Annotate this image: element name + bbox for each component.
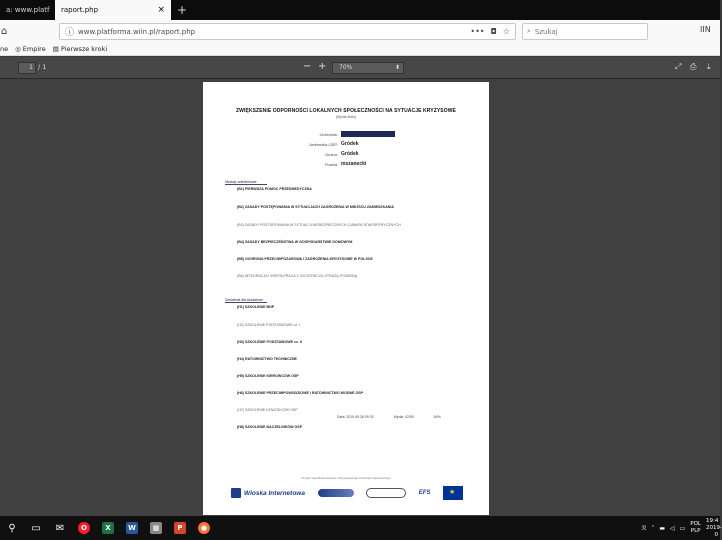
list-item: (H5) SZKOLENIE KIEROWCÓW OSP (237, 374, 299, 378)
bookmarks-bar (0, 43, 720, 56)
url-bar[interactable] (59, 23, 516, 40)
print-icon[interactable]: ⎙ (690, 62, 697, 71)
taskbar (0, 516, 720, 540)
network-icon[interactable]: ▬ (659, 524, 665, 532)
field-commune: Gmina: Gródek (325, 151, 359, 157)
search-input[interactable] (522, 23, 648, 40)
tab-platforma[interactable] (0, 0, 55, 20)
clock[interactable]: 19:4 2019-0 (706, 517, 722, 538)
firefox-icon[interactable]: ● (192, 516, 216, 540)
pdf-toolbar (0, 57, 720, 79)
footer-note: Projekt współfinansowany z Europejskiego Funduszu Społecznego (301, 476, 391, 480)
list-item: (B4) ZASADY BEZPIECZEŃSTWA W GOSPODARSTWIE DOMOWYM (237, 240, 353, 244)
tab-label: a: www.platf (6, 6, 50, 14)
list-item: (H2) SZKOLENIE PODSTAWOWE cz. I (237, 323, 301, 327)
partner-logo (366, 488, 406, 498)
field-unit: Jednostka OSP: Gródek (309, 141, 359, 147)
list-item: (H7) SZKOLENIE DOWÓDCÓW OSP (237, 408, 298, 412)
language-indicator[interactable]: POL PLP (690, 521, 701, 534)
document-subtitle: (Wynik testu) (335, 115, 357, 119)
search-placeholder: Szukaj (534, 27, 558, 36)
globe-icon: ◎ (15, 45, 21, 53)
partner-logo (318, 489, 354, 497)
chevron-up-icon[interactable]: ˄ (651, 524, 655, 532)
bookmark-item-empire[interactable]: ◎ Empire (15, 45, 46, 53)
list-item: (H8) SZKOLENIE NACZELNIKÓW OSP (237, 425, 303, 429)
presentation-icon[interactable]: ⤢ (675, 62, 682, 71)
opera-icon[interactable]: O (72, 516, 96, 540)
result-score: Wynik: 42/50 (393, 415, 414, 419)
page-number-input[interactable]: 1 (18, 62, 36, 74)
wioska-logo: Wioska Internetowa (231, 488, 305, 498)
system-tray (642, 516, 720, 540)
folder-icon: ▤ (52, 45, 59, 53)
download-icon[interactable]: ⤓ (707, 62, 711, 71)
chevron-down-icon: ⬍ (394, 64, 400, 71)
info-icon[interactable]: ⓘ (65, 28, 75, 38)
pdf-app-icon[interactable]: P (168, 516, 192, 540)
person-icon[interactable]: ℛ (641, 524, 647, 532)
mail-icon[interactable]: ✉ (55, 522, 65, 534)
list-item: (B3) ZASADY POSTĘPOWANIA W SYTUACJI NIEBEZPIECZNYCH ZJAWISK ATMOSFERYCZNYCH (237, 223, 401, 227)
task-view-icon[interactable]: ▭ (31, 522, 41, 534)
url-text[interactable]: www.platforma.wiin.pl/raport.php (78, 27, 196, 36)
excel-icon[interactable]: X (96, 516, 120, 540)
new-tab-button[interactable]: + (177, 3, 188, 17)
section-heading: Szkolenia dla strażaków: (225, 298, 267, 303)
efs-logo: EFS (418, 490, 431, 496)
list-item: (B2) ZASADY POSTĘPOWANIA W SYTUACJACH ZAGROŻENIA W MIEJSCU ZAMIESZKANIA (237, 205, 394, 209)
section-heading: Moduły szkoleniowe: (225, 180, 267, 185)
result-stats (337, 415, 441, 419)
pdf-page (203, 82, 489, 515)
library-label[interactable]: IIN (700, 25, 711, 34)
more-icon[interactable]: ••• (470, 27, 485, 36)
field-participant: Uczestnik: (283, 131, 413, 137)
nav-bar (0, 20, 720, 43)
zoom-in-button[interactable]: + (318, 61, 327, 72)
list-item: (H3) SZKOLENIE PODSTAWOWE cz. II (237, 340, 302, 344)
document-title: ZWIĘKSZENIE ODPORNOŚCI LOKALNYCH SPOŁECZNOŚCI NA SYTUACJE KRYZYSOWE (236, 108, 456, 114)
tab-bar (0, 0, 720, 20)
search-icon[interactable]: ⚲ (8, 522, 16, 534)
bookmark-item-first-steps[interactable]: ▤ Pierwsze kroki (52, 45, 108, 53)
list-item: (H1) SZKOLENIE BHP (237, 305, 275, 309)
zoom-out-button[interactable]: − (303, 61, 312, 72)
pocket-icon[interactable]: ◘ (490, 27, 497, 36)
page-count: / 1 (38, 63, 47, 71)
field-district: Powiat: mszanecki (324, 161, 367, 167)
files-icon[interactable]: ▦ (144, 516, 168, 540)
zoom-select[interactable]: 70% ⬍ (332, 62, 404, 74)
result-percent: 84% (433, 415, 441, 419)
list-item: (B6) INTEGRACJA I WSPÓŁPRACA Z OCHOTNICZĄ STRAŻĄ POŻARNĄ (237, 274, 358, 278)
word-icon[interactable]: W (120, 516, 144, 540)
eu-flag-icon (443, 486, 463, 500)
bookmark-item[interactable]: ne (0, 45, 9, 53)
wioska-logo-icon (231, 488, 241, 498)
home-icon[interactable]: ⌂ (1, 26, 8, 37)
pdf-viewer[interactable] (0, 79, 720, 516)
list-item: (B1) PIERWSZA POMOC PRZEDMEDYCZNA (237, 187, 312, 191)
sponsor-logos (231, 484, 463, 502)
bookmark-star-icon[interactable]: ☆ (502, 27, 510, 36)
redacted-value (341, 131, 395, 137)
battery-icon[interactable]: ▭ (679, 524, 686, 532)
volume-icon[interactable]: ◁ (669, 524, 675, 532)
tab-label: raport.php (61, 6, 99, 14)
list-item: (H4) RATOWNICTWO TECHNICZNE (237, 357, 297, 361)
tab-raport[interactable] (55, 0, 171, 20)
list-item: (B5) OCHRONA PRZECIWPOŻAROWA I ZAGROŻENIA KRYZYSOWE W POLSCE (237, 257, 373, 261)
search-icon: ⌕ (527, 27, 531, 35)
result-date: Data: 2019.05.28 09:33 (337, 415, 374, 419)
list-item: (H6) SZKOLENIE PRZECIWPOWODZIOWE I RATOWNICTWO WODNE OSP (237, 391, 364, 395)
close-tab-icon[interactable]: × (157, 5, 165, 15)
